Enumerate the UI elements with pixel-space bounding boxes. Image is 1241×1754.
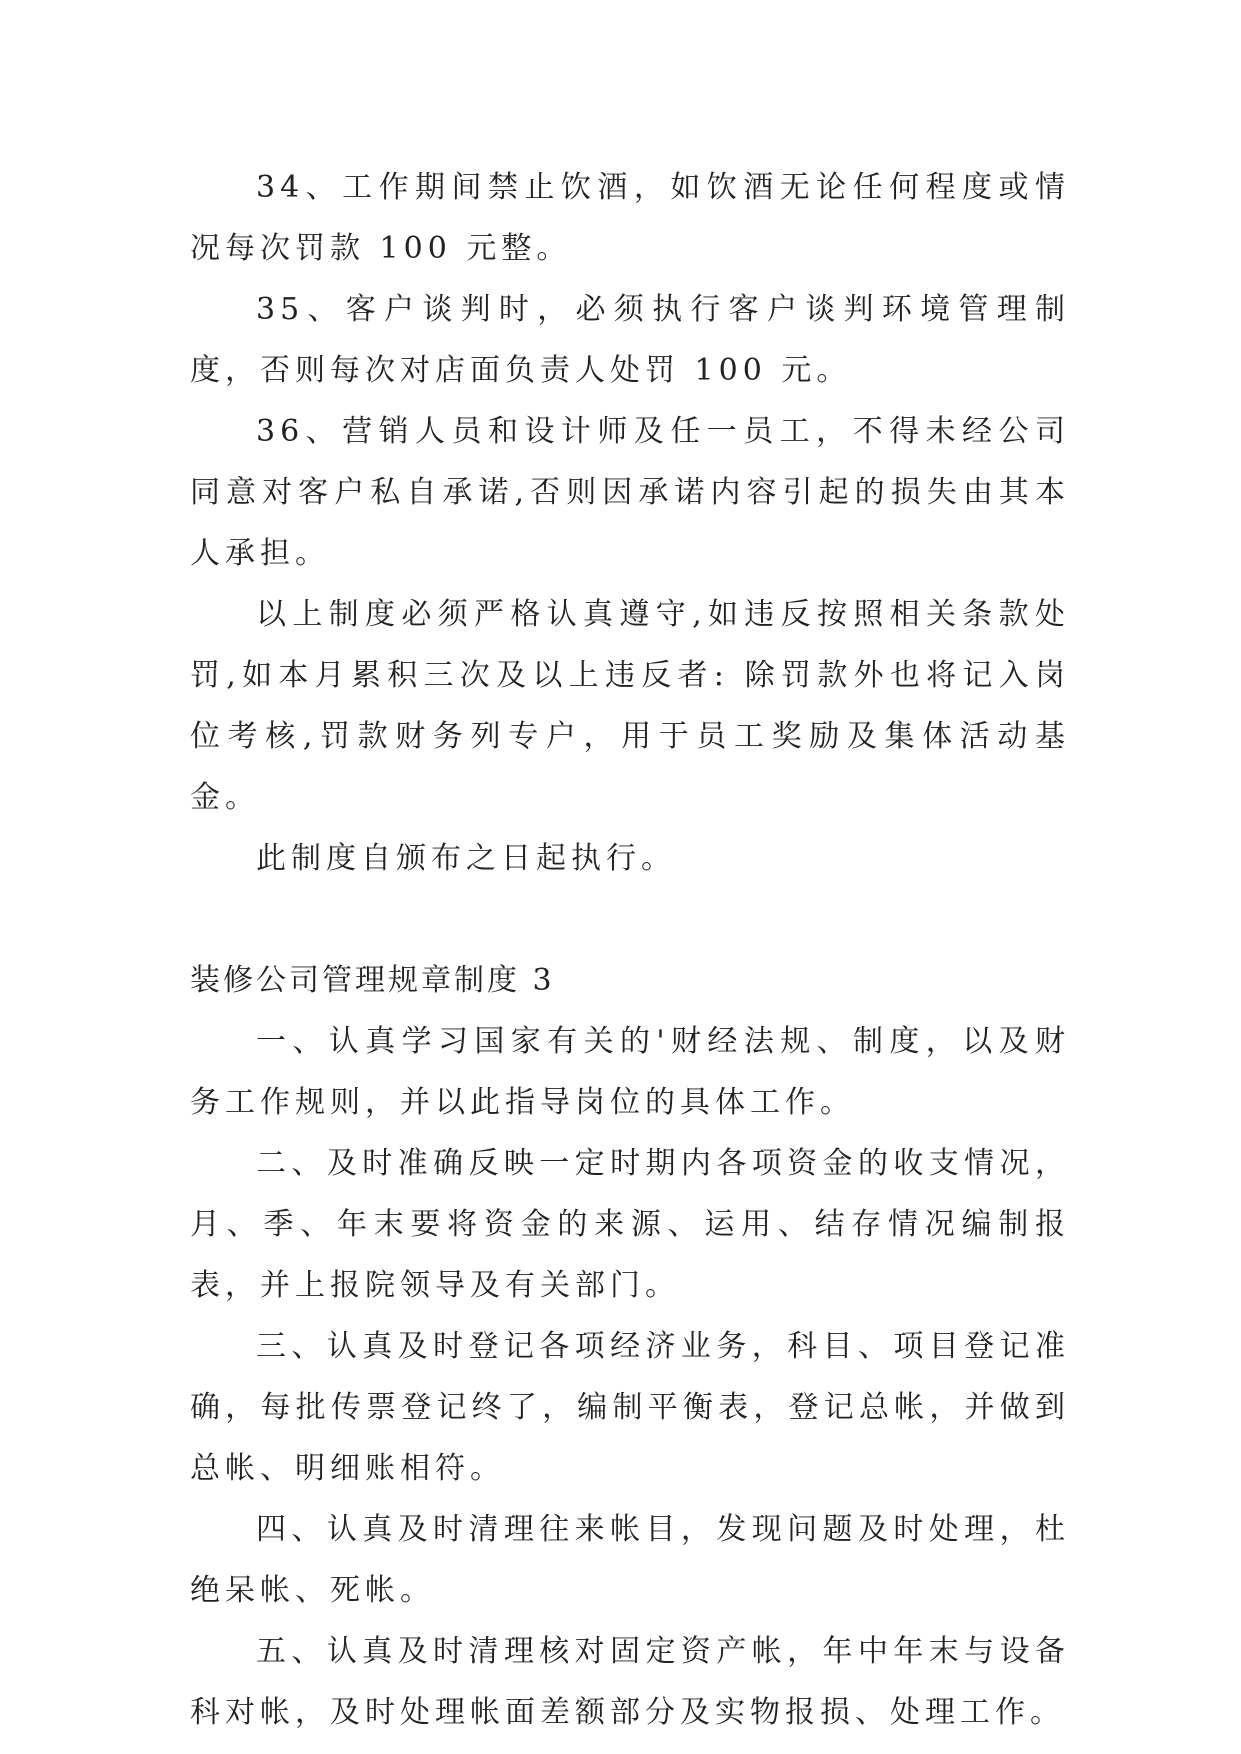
paragraph-compliance-note: 以上制度必须严格认真遵守,如违反按照相关条款处罚,如本月累积三次及以上违反者: 除罚款外也将记入岗位考核,罚款财务列专户，用于员工奖励及集体活动基金。 (190, 597, 1070, 815)
paragraph-rule-36: 36、营销人员和设计师及任一员工，不得未经公司同意对客户私自承诺,否则因承诺内容引起的损失由其本人承担。 (190, 414, 1070, 571)
paragraph-item-2: 二、及时准确反映一定时期内各项资金的收支情况，月、季、年末要将资金的来源、运用、结存情况编制报表，并上报院领导及有关部门。 (190, 1146, 1070, 1303)
section-heading: 装修公司管理规章制度 3 (190, 963, 555, 998)
paragraph-item-4: 四、认真及时清理往来帐目，发现问题及时处理，杜绝呆帐、死帐。 (190, 1512, 1070, 1608)
paragraph-item-5: 五、认真及时清理核对固定资产帐，年中年末与设备科对帐，及时处理帐面差额部分及实物报损、处理工作。 (190, 1634, 1070, 1730)
paragraph-item-3: 三、认真及时登记各项经济业务，科目、项目登记准确，每批传票登记终了，编制平衡表，登记总帐，并做到总帐、明细账相符。 (190, 1329, 1070, 1486)
paragraph-rule-34: 34、工作期间禁止饮酒，如饮酒无论任何程度或情况每次罚款 100 元整。 (190, 170, 1070, 266)
paragraph-item-1: 一、认真学习国家有关的'财经法规、制度，以及财务工作规则，并以此指导岗位的具体工作。 (190, 1024, 1070, 1120)
paragraph-effective-date: 此制度自颁布之日起执行。 (256, 841, 676, 876)
document-body (190, 157, 1070, 1743)
paragraph-rule-35: 35、客户谈判时，必须执行客户谈判环境管理制度，否则每次对店面负责人处罚 100 元。 (190, 292, 1070, 388)
